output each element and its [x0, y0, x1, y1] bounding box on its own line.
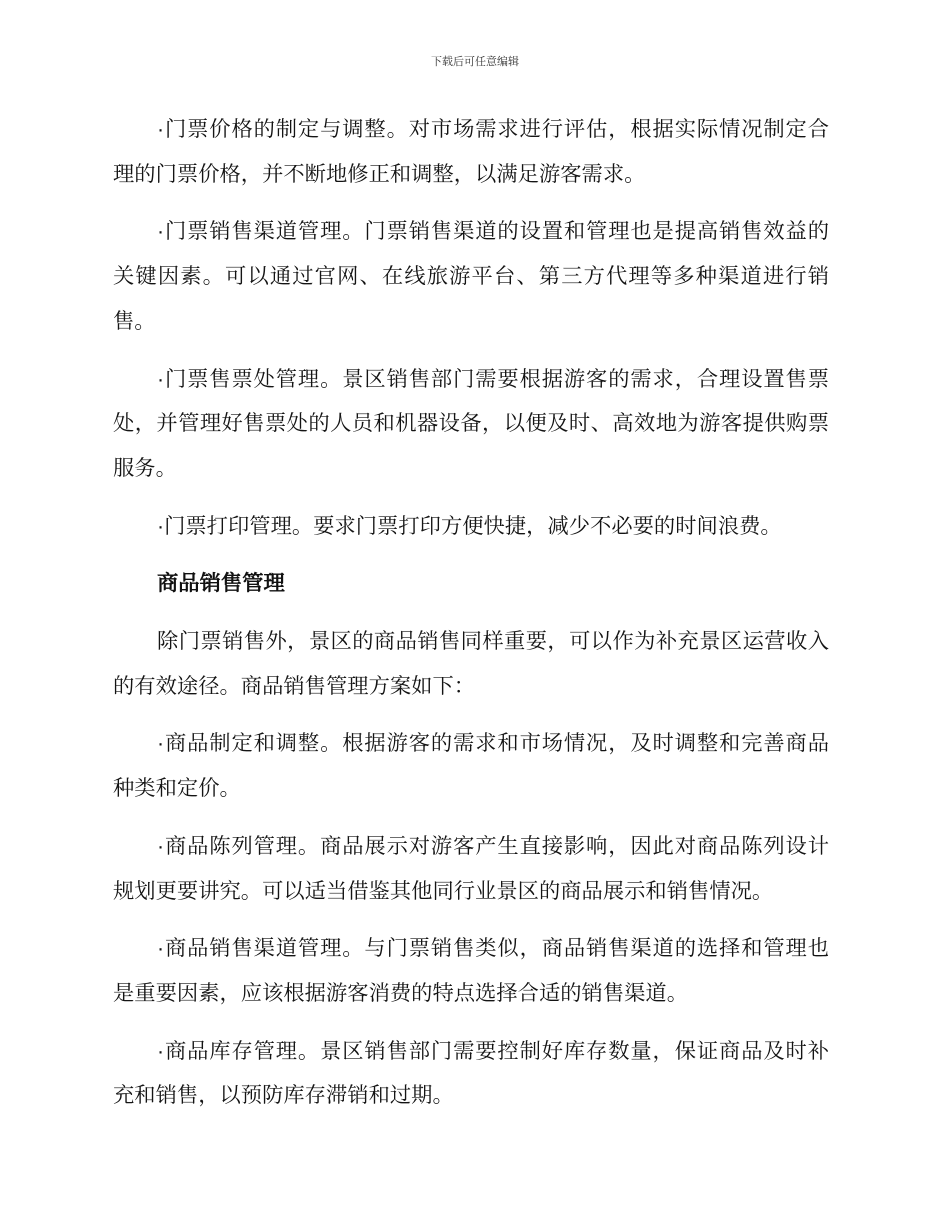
paragraph-line: 服务。 [113, 455, 177, 480]
paragraph-merchandise-adjustment [113, 721, 829, 810]
paragraph-line: 理的门票价格，并不断地修正和调整，以满足游客需求。 [113, 161, 646, 186]
paragraph-line: ·门票销售渠道管理。门票销售渠道的设置和管理也是提高销售效益的 [157, 219, 829, 244]
paragraph-line: ·商品销售渠道管理。与门票销售类似，商品销售渠道的选择和管理也 [157, 936, 829, 961]
paragraph-merchandise-channels [113, 926, 829, 1015]
paragraph-line: ·门票价格的制定与调整。对市场需求进行评估，根据实际情况制定合 [157, 117, 829, 141]
paragraph-merchandise-display [113, 824, 829, 913]
paragraph-line: 种类和定价。 [113, 776, 241, 801]
paragraph-line: 处，并管理好售票处的人员和机器设备，以便及时、高效地为游客提供购票 [113, 411, 829, 436]
paragraph-ticket-pricing [113, 107, 829, 196]
paragraph-line: ·门票打印管理。要求门票打印方便快捷，减少不必要的时间浪费。 [157, 513, 782, 538]
paragraph-line: 规划更要讲究。可以适当借鉴其他同行业景区的商品展示和销售情况。 [113, 878, 774, 903]
paragraph-line: 除门票销售外，景区的商品销售同样重要，可以作为补充景区运营收入 [157, 629, 829, 654]
paragraph-ticket-office [113, 357, 829, 491]
paragraph-line: 充和销售，以预防库存滞销和过期。 [113, 1083, 454, 1108]
section-heading: 商品销售管理 [157, 571, 285, 596]
paragraph-line: ·商品制定和调整。根据游客的需求和市场情况，及时调整和完善商品 [157, 731, 829, 756]
paragraph-merchandise-inventory [113, 1029, 829, 1118]
paragraph-ticket-channels [113, 209, 829, 343]
paragraph-line: ·商品库存管理。景区销售部门需要控制好库存数量，保证商品及时补 [157, 1038, 829, 1063]
paragraph-line: 的有效途径。商品销售管理方案如下： [113, 673, 476, 698]
paragraph-line: 关键因素。可以通过官网、在线旅游平台、第三方代理等多种渠道进行销 [113, 264, 829, 289]
paragraph-line: ·门票售票处管理。景区销售部门需要根据游客的需求，合理设置售票 [157, 366, 829, 391]
paragraph-line: ·商品陈列管理。商品展示对游客产生直接影响，因此对商品陈列设计 [157, 833, 829, 858]
paragraph-ticket-printing [113, 504, 829, 549]
page-header-note: 下载后可任意编辑 [431, 56, 519, 68]
paragraph-line: 售。 [113, 308, 156, 333]
document-body [113, 107, 829, 1131]
paragraph-merchandise-intro [113, 619, 829, 708]
paragraph-line: 是重要因素，应该根据游客消费的特点选择合适的销售渠道。 [113, 980, 689, 1005]
